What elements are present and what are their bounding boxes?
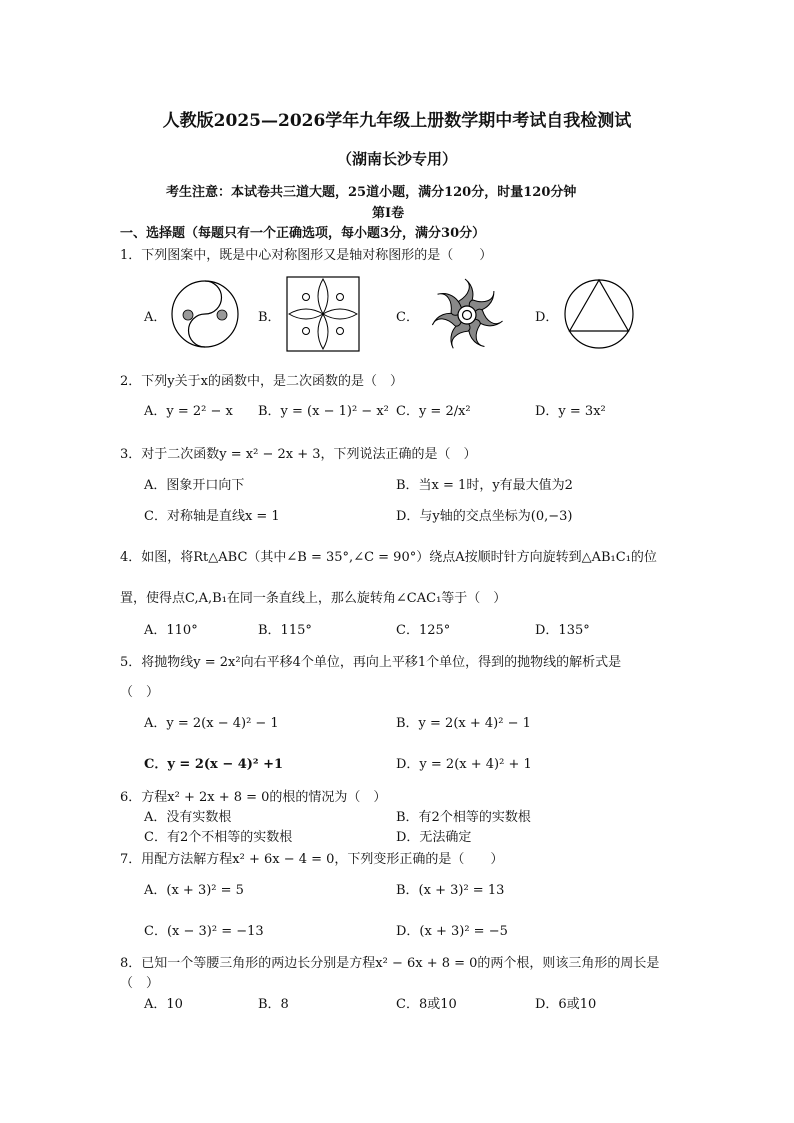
q8-option-a: A．10 [144,997,183,1012]
q2-option-d: D．y = 3x² [535,404,606,419]
q5-option-a: A．y = 2(x − 4)² − 1 [144,716,279,731]
q1-option-d: D． [535,310,559,325]
q6-option-d: D．无法确定 [396,830,472,845]
q4-option-c: C．125° [396,623,451,638]
q1-option-c: C． [396,310,419,325]
question-2-stem: 2．下列y关于x的函数中，是二次函数的是（ ） [120,374,403,389]
q5-option-b: B．y = 2(x + 4)² − 1 [396,716,531,731]
exam-title: 人教版2025—2026学年九年级上册数学期中考试自我检测试 [162,111,632,131]
q6-option-c: C．有2个不相等的实数根 [144,830,293,845]
q8-option-b: B．8 [258,997,289,1012]
question-7-stem: 7．用配方法解方程x² + 6x − 4 = 0，下列变形正确的是（ ） [120,852,504,867]
q2-option-a: A．y = 2² − x [144,404,233,419]
question-5-stem-line1: 5．将抛物线y = 2x²向右平移4个单位，再向上平移1个单位，得到的抛物线的解析式是 [120,655,622,670]
circle-triangle-figure [563,278,635,350]
q7-option-c: C．(x − 3)² = −13 [144,924,264,939]
question-8-stem-line1: 8．已知一个等腰三角形的两边长分别是方程x² − 6x + 8 = 0的两个根，则该三角形的周长是 [120,956,660,971]
question-6-stem: 6．方程x² + 2x + 8 = 0的根的情况为（ ） [120,790,387,805]
q3-option-a: A．图象开口向下 [144,478,245,493]
q1-option-a: A． [144,310,167,325]
q5-option-d: D．y = 2(x + 4)² + 1 [396,757,532,772]
q6-option-b: B．有2个相等的实数根 [396,810,531,825]
q3-option-d: D．与y轴的交点坐标为(0,−3) [396,509,573,524]
pinwheel-flower-figure [428,276,506,354]
question-4-stem-line1: 4．如图，将Rt△ABC（其中∠B = 35°,∠C = 90°）绕点A按顺时针方向旋转到△AB₁C₁的位 [120,550,657,565]
q4-option-a: A．110° [144,623,198,638]
square-petal-figure [286,276,360,352]
q3-option-c: C．对称轴是直线x = 1 [144,509,280,524]
question-8-stem-line2: （ ） [120,976,160,991]
q7-option-b: B．(x + 3)² = 13 [396,883,505,898]
q4-option-d: D．135° [535,623,590,638]
q3-option-b: B．当x = 1时，y有最大值为2 [396,478,573,493]
q1-option-b: B． [258,310,281,325]
q8-option-d: D．6或10 [535,997,597,1012]
question-1-stem: 1．下列图案中，既是中心对称图形又是轴对称图形的是（ ） [120,248,493,263]
q7-option-a: A．(x + 3)² = 5 [144,883,244,898]
exam-notice: 考生注意：本试卷共三道大题，25道小题，满分120分，时量120分钟 [166,185,577,200]
q2-option-b: B．y = (x − 1)² − x² [258,404,389,419]
question-5-stem-line2: （ ） [120,685,160,700]
question-3-stem: 3．对于二次函数y = x² − 2x + 3，下列说法正确的是（ ） [120,447,477,462]
q2-option-c: C．y = 2/x² [396,404,471,419]
exam-subtitle: （湖南长沙专用） [336,150,457,168]
volume-label: 第Ⅰ卷 [372,206,405,221]
q5-option-c: C．y = 2(x − 4)² +1 [144,757,284,772]
question-4-stem-line2: 置，使得点C,A,B₁在同一条直线上，那么旋转角∠CAC₁等于（ ） [120,591,507,606]
q7-option-d: D．(x + 3)² = −5 [396,924,508,939]
section-heading: 一、选择题（每题只有一个正确选项，每小题3分，满分30分） [120,226,486,241]
yin-yang-figure [170,279,240,349]
q4-option-b: B．115° [258,623,312,638]
q6-option-a: A．没有实数根 [144,810,232,825]
q8-option-c: C．8或10 [396,997,457,1012]
